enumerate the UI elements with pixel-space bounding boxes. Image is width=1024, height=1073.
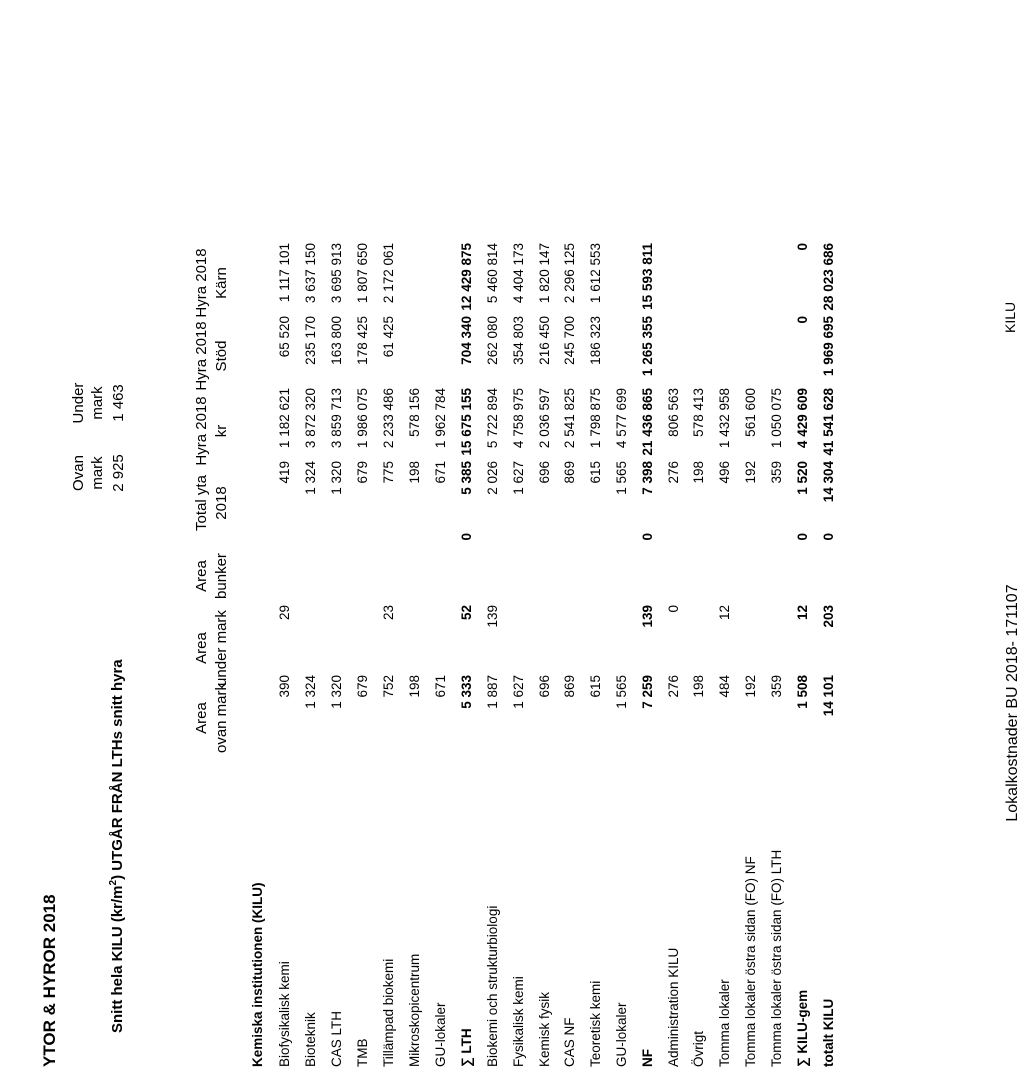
table-cell: 0 <box>795 316 810 324</box>
table-cell: 3 859 713 <box>329 388 344 449</box>
table-cell: 5 333 <box>459 675 474 709</box>
table-cell: 0 <box>666 605 681 613</box>
table-cell: 163 800 <box>329 316 344 365</box>
table-cell: 7 398 <box>640 461 655 495</box>
table-cell: 615 <box>588 675 603 698</box>
table-cell: 192 <box>743 675 758 698</box>
table-cell: 178 425 <box>355 316 370 365</box>
table-cell: 561 600 <box>743 388 758 437</box>
table-cell: 276 <box>666 675 681 698</box>
row-label: TMB <box>355 1038 370 1067</box>
table-cell: 1 117 101 <box>277 243 292 303</box>
table-cell: 1 324 <box>303 675 318 709</box>
row-label: NF <box>640 1049 655 1067</box>
under-mark-label-1: Under <box>70 382 87 424</box>
table-cell: 3 872 320 <box>303 388 318 449</box>
table-cell: 245 700 <box>562 316 577 365</box>
row-label: Tomma lokaler östra sidan (FO) LTH <box>769 849 784 1067</box>
column-header-3-line-1: Area <box>193 560 210 592</box>
table-cell: 3 695 913 <box>329 243 344 304</box>
table-cell: 359 <box>769 461 784 484</box>
table-cell: 2 026 <box>485 461 500 495</box>
snitt-label-sup: 2 <box>108 879 119 886</box>
table-cell: 2 233 486 <box>381 388 396 449</box>
table-cell: 2 172 061 <box>381 243 396 304</box>
table-cell: 4 404 173 <box>511 243 526 304</box>
table-cell: 5 460 814 <box>485 243 500 304</box>
table-cell: 4 758 975 <box>511 388 526 449</box>
table-cell: 2 296 125 <box>562 243 577 304</box>
column-header-4-line-1: Total yta <box>193 475 210 531</box>
table-cell: 14 101 <box>821 675 836 717</box>
table-cell: 775 <box>381 461 396 484</box>
table-cell: 0 <box>459 533 474 541</box>
table-cell: 359 <box>769 675 784 698</box>
table-cell: 1 320 <box>329 461 344 495</box>
table-cell: 869 <box>562 675 577 698</box>
table-cell: 198 <box>407 675 422 698</box>
row-label: Bioteknik <box>303 1012 318 1067</box>
table-cell: 696 <box>537 675 552 698</box>
table-cell: 1 324 <box>303 461 318 495</box>
column-header-3-line-2: bunker <box>213 553 230 599</box>
table-cell: 679 <box>355 675 370 698</box>
table-cell: 578 156 <box>407 388 422 437</box>
table-cell: 186 323 <box>588 316 603 365</box>
table-cell: 390 <box>277 675 292 698</box>
page-title: YTOR & HYROR 2018 <box>40 894 59 1067</box>
table-cell: 1 520 <box>795 461 810 495</box>
table-cell: 14 304 <box>821 461 836 503</box>
table-cell: 0 <box>640 533 655 541</box>
row-label: CAS NF <box>562 1017 577 1067</box>
row-label: CAS LTH <box>329 1010 344 1067</box>
table-cell: 12 <box>717 605 732 621</box>
column-header-2-line-2: under mark <box>213 610 230 686</box>
table-cell: 1 432 958 <box>717 388 732 449</box>
table-cell: 354 803 <box>511 316 526 365</box>
column-header-5-line-2: kr <box>213 424 230 438</box>
table-cell: 7 259 <box>640 675 655 709</box>
table-cell: 1 986 075 <box>355 388 370 449</box>
table-cell: 61 425 <box>381 316 396 358</box>
table-cell: 2 036 597 <box>537 388 552 449</box>
table-cell: 15 675 155 <box>459 388 474 456</box>
row-label: Tomma lokaler östra sidan (FO) NF <box>743 856 758 1067</box>
table-cell: 216 450 <box>537 316 552 365</box>
table-cell: 12 429 875 <box>459 243 474 311</box>
row-label: Övrigt <box>691 1030 706 1067</box>
table-cell: 23 <box>381 605 396 621</box>
column-header-1-line-2: ovan mark <box>213 682 230 754</box>
table-cell: 4 429 609 <box>795 388 810 449</box>
column-header-5-line-1: Hyra 2018 <box>193 396 210 466</box>
row-label: Mikroskopicentrum <box>407 953 422 1067</box>
table-cell: 21 436 865 <box>640 388 655 456</box>
table-cell: 1 807 650 <box>355 243 370 304</box>
table-cell: 578 413 <box>691 388 706 437</box>
table-cell: 65 520 <box>277 316 292 358</box>
snitt-label-post: ) UTGÅR FRÅN LTHs snitt hyra <box>109 659 126 880</box>
table-cell: 615 <box>588 461 603 484</box>
table-cell: 139 <box>640 605 655 628</box>
row-label: Teoretisk kemi <box>588 980 603 1067</box>
ovan-mark-label-1: Ovan <box>70 455 87 491</box>
table-cell: 1 820 147 <box>537 243 552 304</box>
table-cell: 1 565 <box>614 461 629 495</box>
table-cell: 1 320 <box>329 675 344 709</box>
row-label: Biokemi och strukturbiologi <box>485 905 500 1067</box>
table-cell: 496 <box>717 461 732 484</box>
table-cell: 806 563 <box>666 388 681 437</box>
table-cell: 679 <box>355 461 370 484</box>
row-label: Kemisk fysik <box>537 991 552 1067</box>
table-cell: 1 887 <box>485 675 500 709</box>
table-cell: 1 612 553 <box>588 243 603 304</box>
table-cell: 198 <box>691 675 706 698</box>
table-cell: 3 637 150 <box>303 243 318 304</box>
table-cell: 1 969 695 <box>821 316 836 377</box>
table-cell: 198 <box>691 461 706 484</box>
row-label: ∑ KILU-gem <box>795 989 810 1067</box>
table-cell: 1 565 <box>614 675 629 709</box>
table-cell: 1 627 <box>511 461 526 495</box>
table-cell: 1 508 <box>795 675 810 709</box>
table-cell: 12 <box>795 605 810 621</box>
table-cell: 0 <box>795 533 810 541</box>
row-label: Administration KILU <box>666 947 681 1067</box>
table-cell: 0 <box>821 533 836 541</box>
table-cell: 1 050 075 <box>769 388 784 449</box>
table-cell: 696 <box>537 461 552 484</box>
table-cell: 704 340 <box>459 316 474 365</box>
row-label: Biofysikalisk kemi <box>277 961 292 1067</box>
table-cell: 1 182 621 <box>277 388 292 449</box>
column-header-4-line-2: 2018 <box>213 486 230 520</box>
column-header-6-line-2: Stöd <box>213 340 230 372</box>
snitt-label-pre: Snitt hela KILU (kr/m <box>109 885 126 1033</box>
table-cell: 29 <box>277 605 292 621</box>
ovan-mark-value: 2 925 <box>110 454 127 492</box>
section-title: Kemiska institutionen (KILU) <box>250 882 265 1067</box>
column-header-2-line-1: Area <box>193 632 210 664</box>
table-cell: 15 593 811 <box>640 243 655 310</box>
column-header-7-line-1: Hyra 2018 <box>193 248 210 318</box>
snitt-label <box>108 659 126 1033</box>
table-cell: 28 023 686 <box>821 243 836 311</box>
table-cell: 2 541 825 <box>562 388 577 449</box>
table-cell: 484 <box>717 675 732 698</box>
row-label: totalt KILU <box>821 998 836 1067</box>
row-label: Tillämpad biokemi <box>381 958 396 1067</box>
table-cell: 139 <box>485 605 500 628</box>
table-cell: 0 <box>795 243 810 251</box>
table-cell: 5 385 <box>459 461 474 495</box>
table-cell: 41 541 628 <box>821 388 836 456</box>
row-label: GU-lokaler <box>433 1002 448 1067</box>
row-label: GU-lokaler <box>614 1002 629 1067</box>
table-cell: 419 <box>277 461 292 484</box>
under-mark-label-2: mark <box>89 386 106 420</box>
table-cell: 671 <box>433 675 448 698</box>
table-cell: 192 <box>743 461 758 484</box>
table-cell: 752 <box>381 675 396 698</box>
table-cell: 235 170 <box>303 316 318 365</box>
ovan-mark-label-2: mark <box>89 456 106 490</box>
row-label: Tomma lokaler <box>717 979 732 1067</box>
table-cell: 1 627 <box>511 675 526 709</box>
footer-text: Lokalkostnader BU 2018- 171107 <box>1004 584 1021 822</box>
table-cell: 671 <box>433 461 448 484</box>
table-cell: 276 <box>666 461 681 484</box>
table-cell: 262 080 <box>485 316 500 365</box>
table-cell: 203 <box>821 605 836 628</box>
table-cell: 4 577 699 <box>614 388 629 449</box>
column-header-1-line-1: Area <box>193 702 210 734</box>
table-cell: 1 265 355 <box>640 316 655 377</box>
table-cell: 869 <box>562 461 577 484</box>
row-label: Fysikalisk kemi <box>511 976 526 1067</box>
column-header-7-line-2: Kärn <box>213 267 230 299</box>
table-cell: 1 798 875 <box>588 388 603 449</box>
table-cell: 198 <box>407 461 422 484</box>
under-mark-value: 1 463 <box>110 384 127 422</box>
page-header-kilu: KILU <box>1002 301 1018 333</box>
row-label: ∑ LTH <box>459 1028 474 1067</box>
column-header-6-line-1: Hyra 2018 <box>193 321 210 391</box>
table-cell: 52 <box>459 605 474 621</box>
table-cell: 5 722 894 <box>485 388 500 449</box>
table-cell: 1 962 784 <box>433 388 448 449</box>
